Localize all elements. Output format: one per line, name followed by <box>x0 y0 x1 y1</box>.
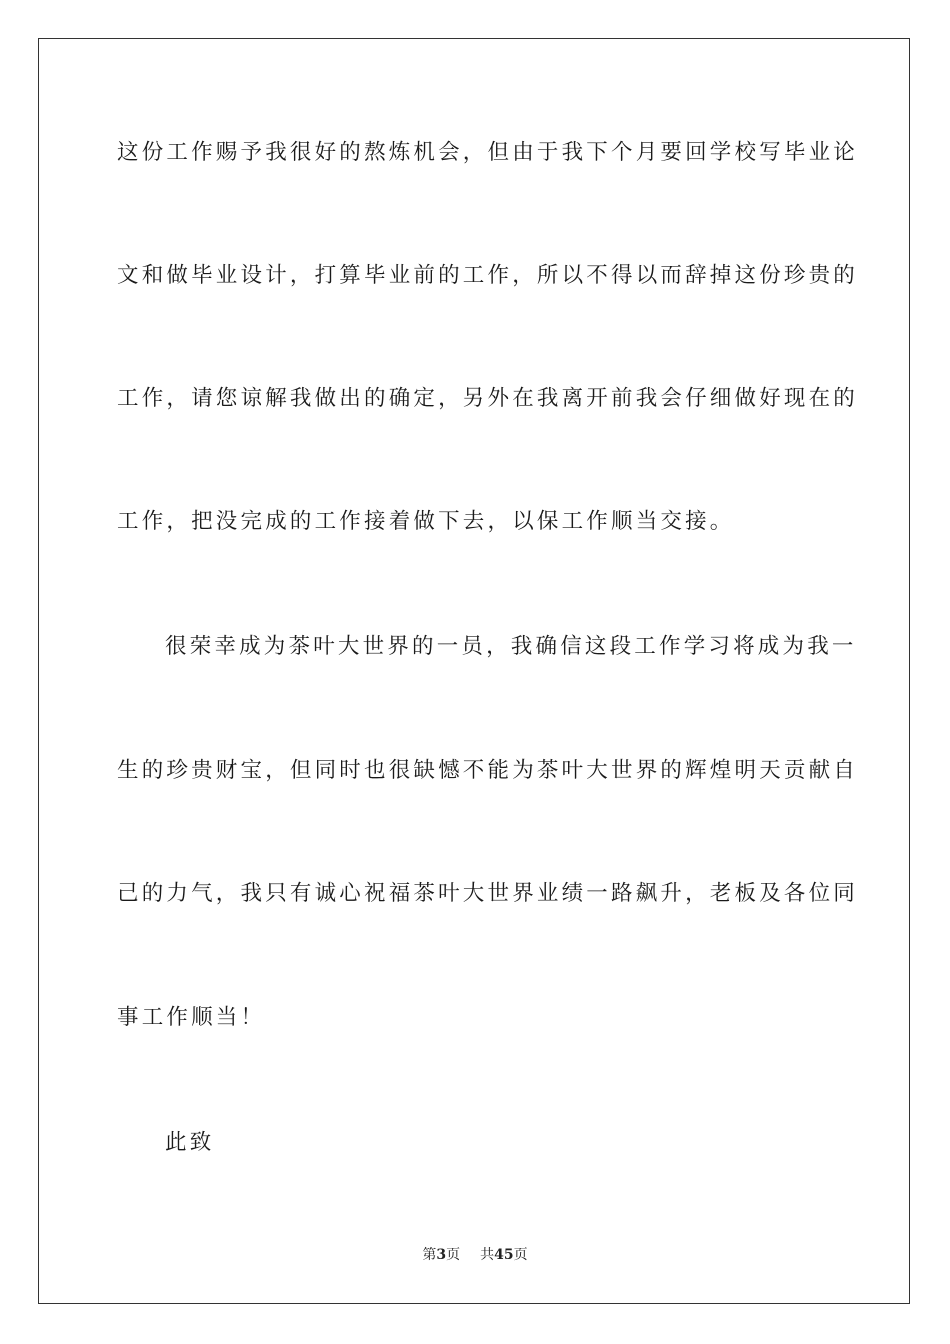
current-page-number: 3 <box>436 1247 447 1263</box>
closing-salutation: 此致 <box>165 1130 215 1155</box>
body-text-line: 文和做毕业设计，打算毕业前的工作，所以不得以而辞掉这份珍贵的 <box>117 263 859 288</box>
total-pages-number: 45 <box>494 1247 514 1263</box>
page-suffix: 页 <box>446 1247 461 1263</box>
paragraph-first-line: 很荣幸成为茶叶大世界的一员，我确信这段工作学习将成为我一 <box>165 634 857 659</box>
page-prefix: 第 <box>422 1247 437 1263</box>
body-text-line: 事工作顺当！ <box>117 1005 266 1030</box>
body-text-line: 生的珍贵财宝，但同时也很缺憾不能为茶叶大世界的辉煌明天贡献自 <box>117 758 859 783</box>
total-suffix: 页 <box>513 1247 528 1263</box>
total-prefix: 共 <box>480 1247 495 1263</box>
body-text-line: 这份工作赐予我很好的熬炼机会，但由于我下个月要回学校写毕业论 <box>117 140 859 165</box>
body-text-line: 己的力气，我只有诚心祝福茶叶大世界业绩一路飙升，老板及各位同 <box>117 881 859 906</box>
page-border <box>38 38 910 1304</box>
page-footer <box>0 1246 950 1264</box>
body-text-line: 工作，把没完成的工作接着做下去，以保工作顺当交接。 <box>117 509 735 534</box>
body-text-line: 工作，请您谅解我做出的确定，另外在我离开前我会仔细做好现在的 <box>117 386 859 411</box>
